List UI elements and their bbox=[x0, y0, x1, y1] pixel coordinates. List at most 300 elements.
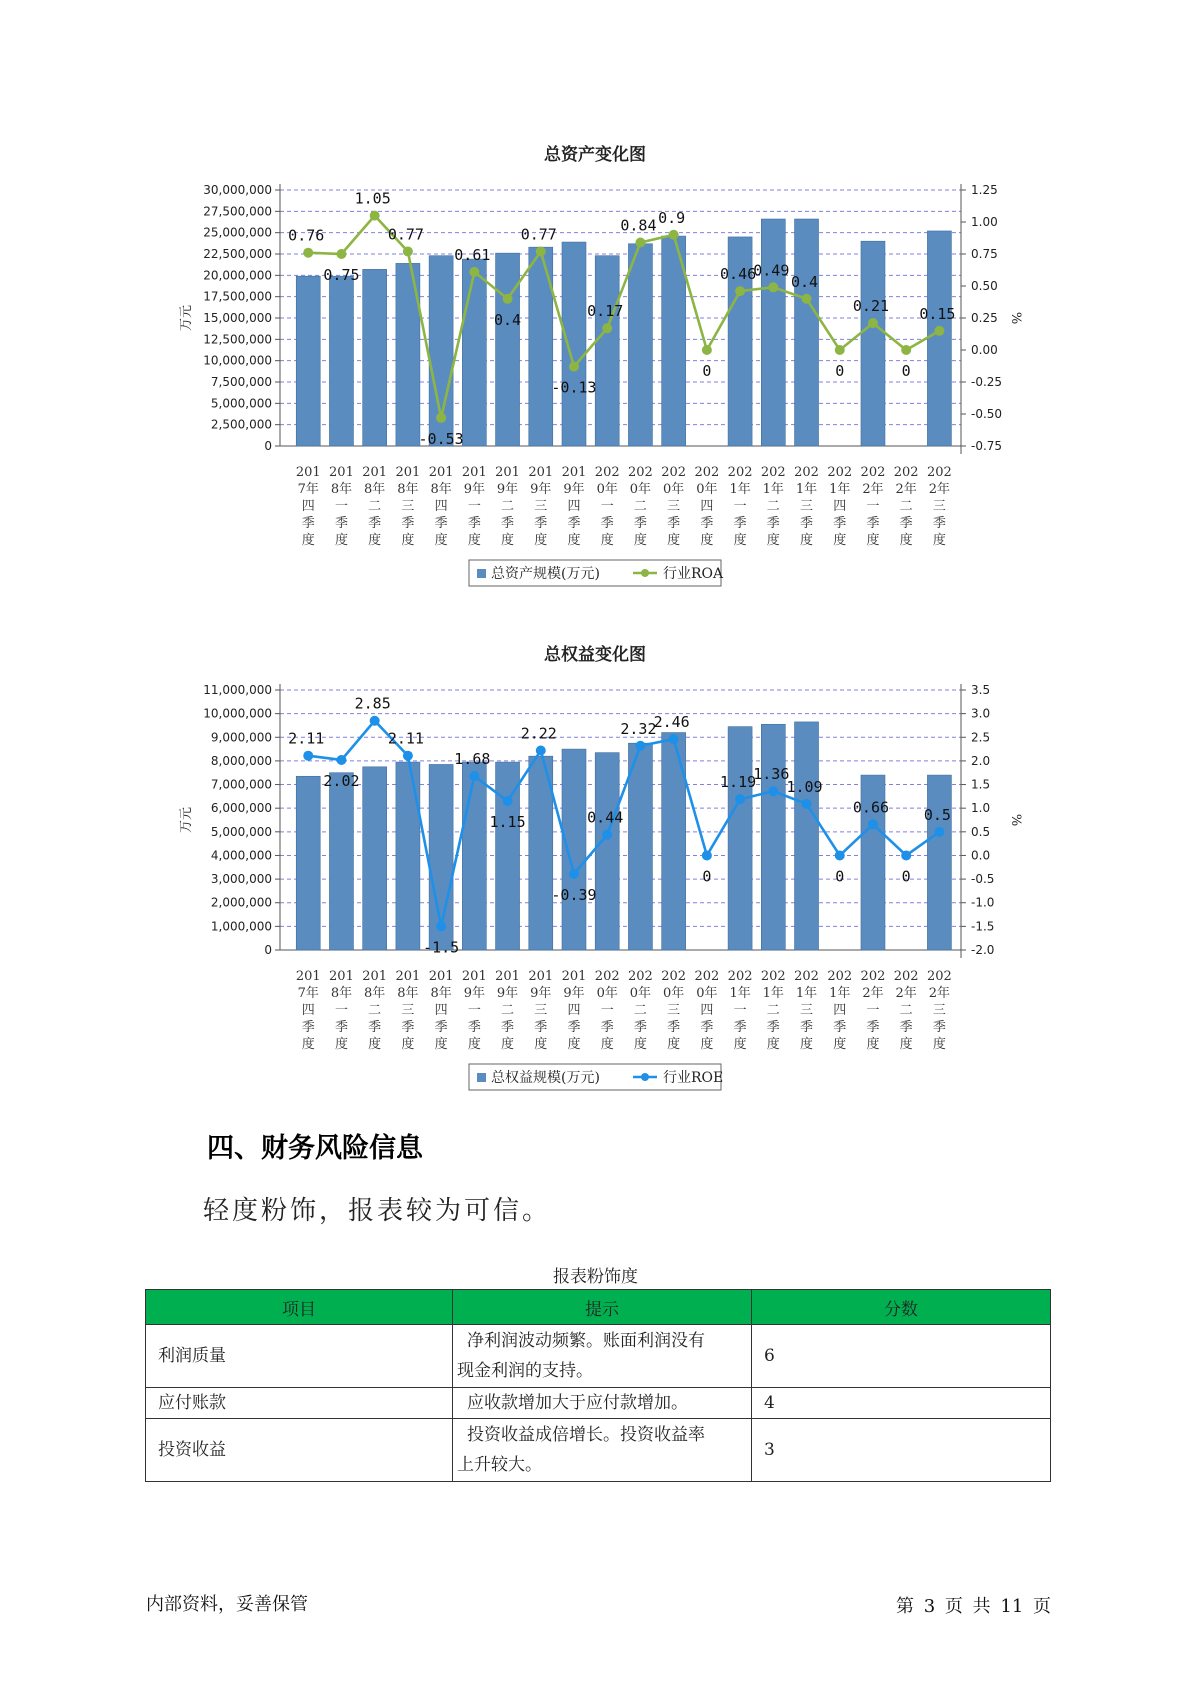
data-label: 2.85 bbox=[354, 694, 391, 713]
category-label-line: 季 bbox=[534, 1020, 548, 1035]
ratio-point bbox=[370, 716, 380, 726]
category-label-line: 度 bbox=[401, 1037, 415, 1052]
category-label-line: 度 bbox=[800, 533, 814, 548]
category-label-line: 一 bbox=[866, 499, 880, 514]
data-label: 0.75 bbox=[323, 266, 360, 284]
bar bbox=[363, 269, 387, 446]
right-tick-label: 0.00 bbox=[971, 343, 998, 357]
right-tick-label: -0.5 bbox=[971, 872, 995, 887]
category-label-line: 季 bbox=[368, 516, 382, 531]
category-label-line: 9年 bbox=[530, 482, 552, 497]
ratio-point bbox=[735, 794, 745, 804]
category-label-line: 2年 bbox=[862, 986, 884, 1001]
category-label bbox=[827, 969, 852, 1052]
category-label-line: 201 bbox=[495, 465, 520, 480]
category-label-line: 202 bbox=[694, 969, 720, 984]
ratio-point bbox=[370, 211, 380, 221]
left-tick-label: 17,500,000 bbox=[203, 289, 272, 304]
data-label: 2.11 bbox=[387, 729, 424, 748]
total-equity-chart-svg bbox=[0, 630, 1191, 1100]
data-label: 0.15 bbox=[919, 304, 956, 323]
category-label-line: 9年 bbox=[496, 986, 519, 1001]
data-label: -0.53 bbox=[418, 429, 464, 448]
category-label-line: 8年 bbox=[397, 482, 419, 497]
category-label-line: 季 bbox=[866, 516, 880, 531]
category-label-line: 季 bbox=[467, 1020, 481, 1035]
category-label-line: 季 bbox=[600, 516, 614, 531]
right-tick-label: -1.0 bbox=[971, 895, 995, 910]
left-tick-label: 10,000,000 bbox=[203, 353, 272, 368]
data-label: 1.68 bbox=[454, 750, 491, 769]
category-label-line: 二 bbox=[368, 1003, 382, 1018]
category-label bbox=[595, 969, 620, 1052]
category-label bbox=[528, 969, 553, 1052]
row-item: 应付账款 bbox=[146, 1388, 453, 1419]
data-label: 1.36 bbox=[753, 765, 790, 784]
ratio-point bbox=[702, 345, 712, 355]
bar bbox=[927, 775, 951, 950]
ratio-point bbox=[436, 413, 446, 423]
category-label-line: 季 bbox=[667, 516, 681, 531]
category-label-line: 度 bbox=[467, 533, 481, 548]
category-label-line: 季 bbox=[501, 1020, 515, 1035]
category-label bbox=[661, 465, 686, 548]
category-label-line: 7年 bbox=[297, 986, 319, 1001]
category-label-line: 0年 bbox=[696, 986, 718, 1001]
category-label-line: 8年 bbox=[330, 986, 353, 1001]
category-label-line: 201 bbox=[362, 969, 388, 984]
left-tick-label: 2,500,000 bbox=[210, 417, 272, 432]
row-hint-line: 应收款增加大于应付款增加。 bbox=[467, 1393, 688, 1413]
data-label: 1.15 bbox=[489, 813, 526, 832]
ratio-point bbox=[336, 249, 346, 259]
category-label-line: 季 bbox=[467, 516, 481, 531]
category-label-line: 度 bbox=[567, 1037, 581, 1052]
row-item: 利润质量 bbox=[146, 1325, 453, 1388]
category-label-line: 二 bbox=[501, 499, 515, 514]
category-label-line: 四 bbox=[434, 499, 448, 514]
category-label-line: 1年 bbox=[729, 986, 751, 1001]
data-label: 0.4 bbox=[790, 272, 819, 291]
category-label-line: 201 bbox=[395, 465, 421, 480]
ratio-point bbox=[702, 850, 712, 860]
category-label-line: 8年 bbox=[430, 482, 452, 497]
left-tick-label: 2,000,000 bbox=[210, 895, 272, 910]
category-label-line: 三 bbox=[800, 499, 814, 514]
right-tick-label: -0.25 bbox=[971, 375, 1003, 389]
section-title: 四、财务风险信息 bbox=[207, 1133, 423, 1164]
left-tick-label: 5,000,000 bbox=[210, 824, 272, 839]
category-label bbox=[861, 969, 886, 1052]
data-label: 0.84 bbox=[620, 216, 657, 235]
category-label-line: 9年 bbox=[563, 482, 585, 497]
ratio-point bbox=[503, 796, 513, 806]
category-label-line: 季 bbox=[932, 516, 946, 531]
category-label-line: 季 bbox=[368, 1020, 382, 1035]
category-label-line: 202 bbox=[893, 969, 919, 984]
ratio-point bbox=[536, 746, 546, 756]
category-label bbox=[362, 465, 387, 548]
category-label-line: 0年 bbox=[696, 482, 718, 497]
category-label-line: 0年 bbox=[596, 482, 618, 497]
category-label-line: 一 bbox=[733, 1003, 747, 1018]
category-label-line: 度 bbox=[401, 533, 415, 548]
category-label-line: 三 bbox=[932, 499, 946, 514]
right-tick-label: 3.5 bbox=[971, 683, 991, 697]
category-label-line: 度 bbox=[899, 533, 913, 548]
category-label-line: 度 bbox=[667, 1037, 681, 1052]
category-label-line: 季 bbox=[301, 1020, 315, 1035]
category-label-line: 2年 bbox=[895, 986, 917, 1001]
ratio-point bbox=[901, 850, 911, 860]
ratio-point bbox=[768, 282, 778, 292]
category-label-line: 202 bbox=[628, 969, 653, 984]
bar bbox=[462, 259, 486, 446]
ratio-point bbox=[403, 246, 413, 256]
header-hint: 提示 bbox=[453, 1290, 752, 1325]
category-label-line: 8年 bbox=[397, 986, 419, 1001]
row-score: 3 bbox=[752, 1419, 1051, 1482]
category-label bbox=[827, 465, 852, 548]
category-label-line: 201 bbox=[528, 465, 554, 480]
footer-confidential: 内部资料，妥善保管 bbox=[146, 1594, 308, 1615]
category-label-line: 一 bbox=[600, 1003, 614, 1018]
legend-bar-swatch bbox=[477, 569, 486, 578]
data-label: 0 bbox=[702, 362, 712, 380]
bar bbox=[761, 724, 785, 950]
category-label-line: 季 bbox=[866, 1020, 880, 1035]
category-label-line: 度 bbox=[700, 533, 714, 548]
category-label-line: 度 bbox=[534, 1037, 548, 1052]
category-label-line: 季 bbox=[766, 516, 780, 531]
ratio-point bbox=[303, 751, 313, 761]
legend-line-marker bbox=[641, 569, 649, 577]
left-tick-label: 12,500,000 bbox=[203, 332, 272, 347]
data-label: 0.5 bbox=[923, 805, 951, 824]
data-label: 2.32 bbox=[620, 719, 657, 738]
risk-table bbox=[145, 1289, 1051, 1482]
category-label bbox=[495, 969, 520, 1052]
right-tick-label: 0.5 bbox=[971, 824, 991, 839]
category-label-line: 季 bbox=[766, 1020, 780, 1035]
category-label bbox=[694, 969, 719, 1052]
category-label-line: 一 bbox=[600, 499, 614, 514]
category-label-line: 201 bbox=[561, 969, 587, 984]
category-label bbox=[429, 465, 454, 548]
category-label bbox=[362, 969, 387, 1052]
category-label-line: 201 bbox=[528, 969, 554, 984]
category-label-line: 度 bbox=[667, 533, 681, 548]
category-label-line: 202 bbox=[760, 465, 786, 480]
right-tick-label: 0.25 bbox=[971, 311, 998, 325]
category-label-line: 201 bbox=[362, 465, 388, 480]
total-equity-chart bbox=[0, 630, 1191, 1100]
category-label bbox=[728, 465, 753, 548]
category-label-line: 202 bbox=[628, 465, 653, 480]
left-tick-label: 7,500,000 bbox=[210, 375, 272, 389]
category-label-line: 9年 bbox=[530, 986, 552, 1001]
category-label-line: 度 bbox=[334, 533, 348, 548]
category-label-line: 二 bbox=[633, 499, 647, 514]
right-tick-label: -2.0 bbox=[971, 943, 995, 957]
category-label-line: 三 bbox=[401, 499, 415, 514]
category-label-line: 201 bbox=[295, 969, 321, 984]
data-label: 0.66 bbox=[852, 798, 890, 817]
ratio-point bbox=[635, 741, 645, 751]
category-label bbox=[794, 969, 819, 1052]
bar bbox=[795, 722, 819, 950]
data-label: 0 bbox=[901, 362, 911, 380]
category-label-line: 季 bbox=[899, 1020, 913, 1035]
category-label-line: 7年 bbox=[297, 482, 319, 497]
bar bbox=[795, 219, 819, 446]
ratio-point bbox=[868, 819, 878, 829]
category-label-line: 8年 bbox=[430, 986, 452, 1001]
category-label bbox=[927, 465, 952, 548]
ratio-point bbox=[403, 751, 413, 761]
ratio-point bbox=[569, 362, 579, 372]
bar bbox=[628, 743, 652, 950]
category-label-line: 度 bbox=[733, 533, 747, 548]
category-label bbox=[329, 465, 354, 548]
category-label-line: 度 bbox=[766, 1037, 780, 1052]
category-label-line: 202 bbox=[727, 969, 753, 984]
category-label-line: 1年 bbox=[829, 986, 851, 1001]
category-label-line: 季 bbox=[334, 516, 348, 531]
category-label-line: 度 bbox=[733, 1037, 747, 1052]
ratio-point bbox=[303, 248, 313, 258]
bar bbox=[927, 231, 951, 446]
category-label-line: 一 bbox=[334, 1003, 348, 1018]
category-label bbox=[927, 969, 952, 1052]
bar bbox=[296, 276, 320, 446]
category-label bbox=[861, 465, 886, 548]
row-hint bbox=[453, 1325, 752, 1388]
category-label-line: 度 bbox=[301, 533, 315, 548]
left-tick-label: 3,000,000 bbox=[210, 872, 272, 887]
category-label-line: 202 bbox=[794, 465, 819, 480]
bar bbox=[296, 776, 320, 950]
data-label: -0.39 bbox=[551, 885, 597, 904]
category-label-line: 三 bbox=[534, 1003, 548, 1018]
category-label-line: 度 bbox=[368, 1037, 382, 1052]
category-label-line: 四 bbox=[567, 499, 581, 514]
ratio-point bbox=[901, 345, 911, 355]
category-label-line: 季 bbox=[733, 1020, 747, 1035]
category-label-line: 度 bbox=[866, 1037, 880, 1052]
left-tick-label: 11,000,000 bbox=[203, 683, 272, 697]
category-label-line: 三 bbox=[667, 1003, 681, 1018]
category-label-line: 四 bbox=[833, 499, 847, 514]
category-label bbox=[329, 969, 354, 1052]
risk-summary: 轻度粉饰，报表较为可信。 bbox=[203, 1196, 552, 1226]
ratio-point bbox=[735, 286, 745, 296]
left-axis-label: 万元 bbox=[179, 806, 194, 834]
row-hint-line: 现金利润的支持。 bbox=[457, 1361, 593, 1381]
legend-bar-label: 总权益规模(万元) bbox=[491, 1070, 600, 1086]
category-label-line: 1年 bbox=[762, 986, 784, 1001]
category-label-line: 202 bbox=[661, 969, 687, 984]
left-tick-label: 0 bbox=[264, 943, 272, 957]
category-label-line: 一 bbox=[467, 499, 481, 514]
category-label-line: 四 bbox=[700, 1003, 714, 1018]
category-label-line: 季 bbox=[700, 516, 714, 531]
legend-line-label: 行业ROA bbox=[663, 566, 724, 582]
category-label-line: 202 bbox=[860, 465, 886, 480]
category-label-line: 度 bbox=[600, 533, 614, 548]
category-label-line: 201 bbox=[495, 969, 520, 984]
data-label: 1.05 bbox=[354, 189, 391, 208]
category-label-line: 201 bbox=[461, 465, 487, 480]
right-tick-label: 2.5 bbox=[971, 730, 991, 745]
category-label-line: 二 bbox=[899, 499, 913, 514]
data-label: 0.49 bbox=[753, 261, 790, 280]
category-label bbox=[562, 969, 587, 1052]
category-label-line: 一 bbox=[866, 1003, 880, 1018]
category-label bbox=[528, 465, 553, 548]
category-label-line: 二 bbox=[368, 499, 382, 514]
category-label-line: 8年 bbox=[364, 986, 386, 1001]
ratio-point bbox=[669, 734, 679, 744]
left-tick-label: 1,000,000 bbox=[210, 919, 272, 934]
header-score: 分数 bbox=[752, 1290, 1051, 1325]
data-label: -0.13 bbox=[551, 378, 597, 397]
ratio-point bbox=[802, 799, 812, 809]
data-label: 2.11 bbox=[288, 729, 325, 748]
row-hint-line: 上升较大。 bbox=[457, 1455, 542, 1475]
data-label: 0 bbox=[835, 362, 845, 380]
data-label: 0.44 bbox=[587, 808, 624, 827]
category-label-line: 二 bbox=[766, 1003, 780, 1018]
left-tick-label: 8,000,000 bbox=[210, 753, 272, 768]
category-label-line: 9年 bbox=[463, 482, 485, 497]
category-label-line: 8年 bbox=[330, 482, 353, 497]
category-label-line: 1年 bbox=[829, 482, 851, 497]
category-label-line: 度 bbox=[899, 1037, 913, 1052]
category-label-line: 202 bbox=[860, 969, 886, 984]
bar bbox=[496, 253, 520, 446]
left-tick-label: 0 bbox=[264, 439, 272, 453]
category-label-line: 度 bbox=[833, 533, 847, 548]
category-label-line: 1年 bbox=[795, 482, 818, 497]
category-label-line: 201 bbox=[428, 969, 454, 984]
category-label bbox=[628, 465, 653, 548]
category-label-line: 201 bbox=[395, 969, 421, 984]
category-label-line: 三 bbox=[534, 499, 548, 514]
right-tick-label: 1.5 bbox=[971, 777, 991, 792]
category-label-line: 三 bbox=[800, 1003, 814, 1018]
row-hint-line: 投资收益成倍增长。投资收益率 bbox=[467, 1425, 705, 1445]
bar bbox=[562, 242, 586, 446]
right-tick-label: -0.50 bbox=[971, 407, 1003, 421]
footer-page-number: 第 3 页 共 11 页 bbox=[896, 1596, 1051, 1617]
category-label-line: 二 bbox=[633, 1003, 647, 1018]
data-label: 0.4 bbox=[494, 310, 522, 329]
left-tick-label: 5,000,000 bbox=[210, 396, 272, 411]
bar bbox=[595, 256, 619, 446]
category-label bbox=[728, 969, 753, 1052]
chart-title: 总资产变化图 bbox=[544, 145, 646, 165]
table-row bbox=[146, 1388, 1051, 1419]
bar bbox=[363, 767, 387, 950]
category-label-line: 度 bbox=[800, 1037, 814, 1052]
right-tick-label: -1.5 bbox=[971, 919, 995, 934]
ratio-point bbox=[669, 230, 679, 240]
data-label: 1.09 bbox=[786, 777, 823, 796]
data-label: 0.17 bbox=[587, 302, 624, 321]
category-label bbox=[794, 465, 819, 548]
category-label-line: 201 bbox=[561, 465, 587, 480]
header-item: 项目 bbox=[146, 1290, 453, 1325]
category-label-line: 度 bbox=[334, 1037, 348, 1052]
ratio-point bbox=[934, 827, 944, 837]
category-label-line: 季 bbox=[401, 1020, 415, 1035]
category-label-line: 202 bbox=[893, 465, 919, 480]
left-tick-label: 9,000,000 bbox=[210, 730, 272, 745]
ratio-point bbox=[536, 246, 546, 256]
category-label-line: 度 bbox=[700, 1037, 714, 1052]
category-label bbox=[761, 465, 786, 548]
data-label: 0 bbox=[702, 867, 712, 886]
category-label-line: 度 bbox=[301, 1037, 315, 1052]
left-tick-label: 20,000,000 bbox=[203, 268, 272, 283]
category-label-line: 四 bbox=[301, 499, 315, 514]
left-tick-label: 10,000,000 bbox=[203, 706, 272, 721]
category-label-line: 季 bbox=[667, 1020, 681, 1035]
category-label-line: 季 bbox=[700, 1020, 714, 1035]
data-label: 0.76 bbox=[288, 226, 325, 245]
ratio-point bbox=[635, 237, 645, 247]
ratio-point bbox=[802, 294, 812, 304]
table-caption: 报表粉饰度 bbox=[553, 1267, 638, 1287]
category-label-line: 2年 bbox=[895, 482, 917, 497]
category-label bbox=[495, 465, 520, 548]
ratio-point bbox=[868, 318, 878, 328]
row-score: 6 bbox=[752, 1325, 1051, 1388]
left-tick-label: 15,000,000 bbox=[203, 311, 272, 325]
left-tick-label: 4,000,000 bbox=[210, 848, 272, 863]
category-label bbox=[894, 969, 919, 1052]
row-score: 4 bbox=[752, 1388, 1051, 1419]
category-label-line: 2年 bbox=[928, 482, 951, 497]
legend-line-label: 行业ROE bbox=[663, 1070, 724, 1086]
category-label-line: 季 bbox=[600, 1020, 614, 1035]
category-label-line: 201 bbox=[461, 969, 487, 984]
category-label-line: 1年 bbox=[795, 986, 818, 1001]
category-label-line: 度 bbox=[467, 1037, 481, 1052]
right-tick-label: 2.0 bbox=[971, 753, 991, 768]
left-tick-label: 6,000,000 bbox=[210, 801, 272, 816]
ratio-point bbox=[934, 326, 944, 336]
category-label-line: 度 bbox=[866, 533, 880, 548]
category-label bbox=[296, 465, 321, 548]
category-label-line: 季 bbox=[301, 516, 315, 531]
right-tick-label: 0.50 bbox=[971, 279, 998, 293]
category-label-line: 度 bbox=[567, 533, 581, 548]
category-label bbox=[562, 465, 587, 548]
category-label bbox=[429, 969, 454, 1052]
category-label-line: 度 bbox=[434, 1037, 448, 1052]
data-label: -1.5 bbox=[423, 938, 460, 957]
category-label bbox=[595, 465, 620, 548]
right-axis-label: % bbox=[1008, 813, 1023, 827]
total-assets-chart bbox=[0, 130, 1191, 600]
bar bbox=[595, 753, 619, 950]
category-label-line: 三 bbox=[667, 499, 681, 514]
right-tick-label: 1.25 bbox=[971, 183, 998, 197]
category-label-line: 三 bbox=[401, 1003, 415, 1018]
data-label: 0.61 bbox=[454, 245, 491, 264]
